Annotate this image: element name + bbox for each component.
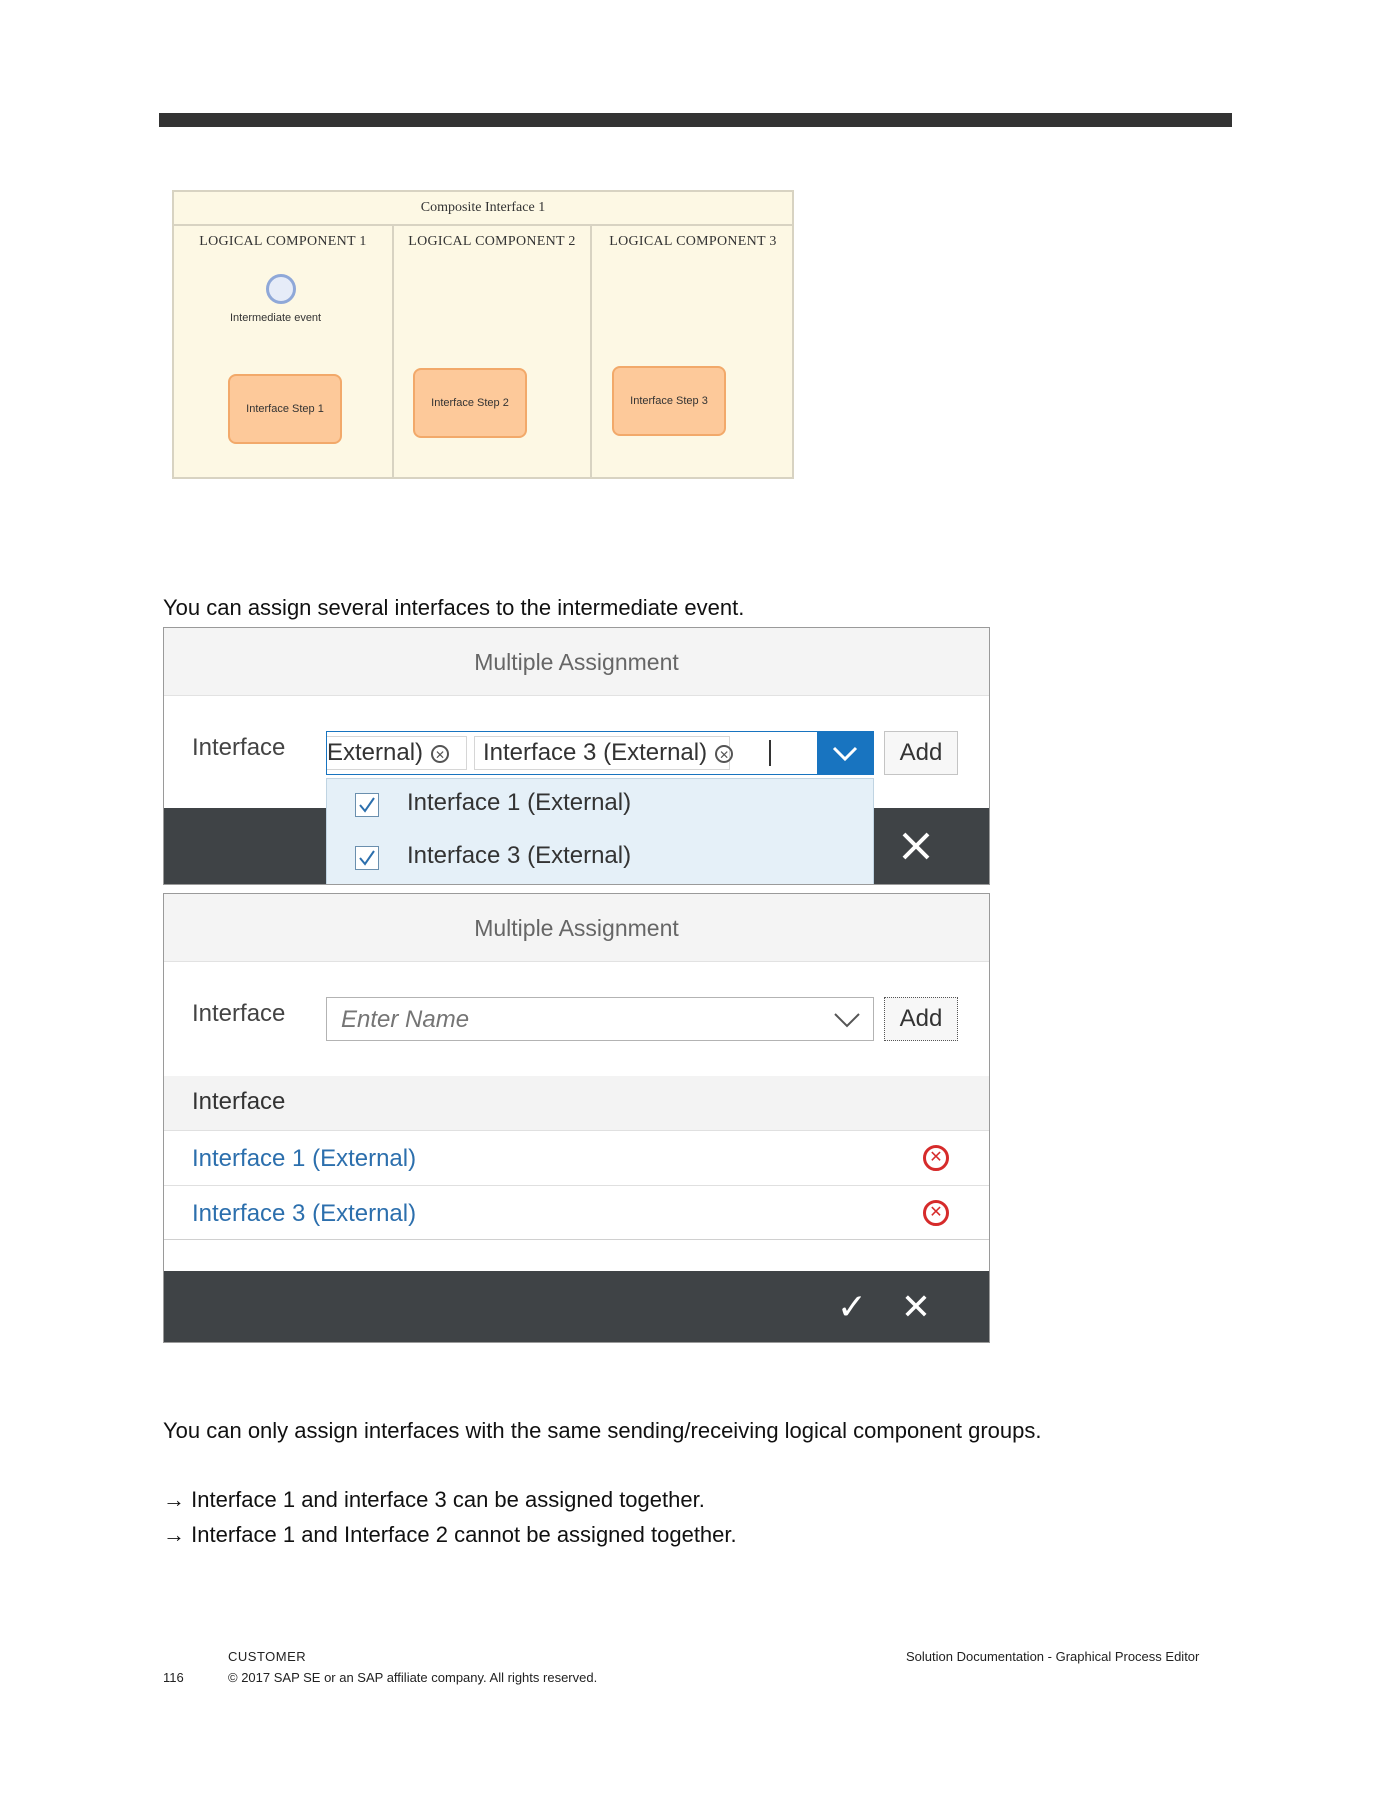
lane-2 bbox=[394, 224, 592, 477]
arrow-icon: → bbox=[163, 1522, 185, 1547]
chevron-down-icon[interactable] bbox=[831, 1006, 863, 1034]
add-button[interactable]: Add bbox=[884, 731, 958, 775]
header-rule bbox=[159, 113, 1232, 127]
option-label: Interface 1 (External) bbox=[407, 789, 632, 816]
list-item[interactable] bbox=[327, 779, 873, 832]
cancel-button[interactable]: ✕ bbox=[900, 1286, 932, 1327]
token-interface-3 bbox=[474, 736, 730, 770]
list-item[interactable] bbox=[327, 832, 873, 885]
checkbox-checked[interactable] bbox=[355, 846, 379, 870]
bullet-text: Interface 1 and Interface 2 cannot be assigned together. bbox=[191, 1522, 737, 1547]
lane-3 bbox=[592, 224, 794, 477]
interface-label: Interface bbox=[192, 1000, 286, 1027]
bullet-text: Interface 1 and interface 3 can be assigned together. bbox=[191, 1487, 705, 1512]
footer-classification: CUSTOMER bbox=[228, 1649, 307, 1664]
add-button[interactable]: Add bbox=[884, 997, 958, 1041]
token-remove-icon[interactable]: ✕ bbox=[431, 745, 449, 763]
checkbox-checked[interactable] bbox=[355, 793, 379, 817]
table-header bbox=[164, 1076, 989, 1130]
dialog-footer bbox=[164, 1271, 989, 1342]
token-remove-icon[interactable]: ✕ bbox=[715, 745, 733, 763]
intermediate-event-icon bbox=[266, 274, 296, 304]
page-number: 116 bbox=[163, 1670, 184, 1685]
footer-copyright: © 2017 SAP SE or an SAP affiliate company. All rights reserved. bbox=[228, 1670, 598, 1685]
bullet-2 bbox=[163, 1522, 737, 1548]
remove-circle-icon[interactable]: ✕ bbox=[923, 1145, 949, 1171]
column-header-interface: Interface bbox=[192, 1088, 286, 1115]
token-interface-1 bbox=[327, 736, 467, 770]
token-label: Interface 3 (External) bbox=[483, 739, 708, 766]
lane-title: LOGICAL COMPONENT 1 bbox=[199, 234, 367, 249]
interface-multi-combo[interactable] bbox=[326, 731, 874, 775]
interface-label: Interface bbox=[192, 734, 286, 761]
bullet-1 bbox=[163, 1487, 705, 1513]
bpmn-figure bbox=[172, 190, 794, 479]
remove-circle-icon[interactable]: ✕ bbox=[923, 1200, 949, 1226]
task-step-3: Interface Step 3 bbox=[612, 366, 726, 436]
table-row bbox=[164, 1185, 989, 1240]
footer-doc-title: Solution Documentation - Graphical Process Editor bbox=[906, 1649, 1200, 1664]
interface-link[interactable]: Interface 3 (External) bbox=[192, 1200, 417, 1227]
rule-paragraph: You can only assign interfaces with the same sending/receiving logical component groups. bbox=[163, 1418, 1042, 1443]
lane-title: LOGICAL COMPONENT 2 bbox=[408, 234, 576, 249]
token-label: External) bbox=[327, 739, 424, 766]
interface-combo[interactable] bbox=[326, 997, 874, 1041]
dialog-title: Multiple Assignment bbox=[164, 628, 989, 696]
close-icon[interactable] bbox=[898, 828, 934, 864]
text-cursor bbox=[769, 740, 771, 766]
dropdown-arrow-button[interactable] bbox=[817, 732, 873, 774]
intro-paragraph: You can assign several interfaces to the intermediate event. bbox=[163, 595, 745, 620]
option-label: Interface 3 (External) bbox=[407, 842, 632, 869]
task-step-2: Interface Step 2 bbox=[413, 368, 527, 438]
table-row bbox=[164, 1130, 989, 1185]
lane-1 bbox=[174, 224, 394, 477]
task-step-1: Interface Step 1 bbox=[228, 374, 342, 444]
pool-title: Composite Interface 1 bbox=[174, 192, 792, 226]
multiple-assignment-dialog-assigned bbox=[163, 893, 990, 1343]
event-label: Intermediate event bbox=[230, 312, 322, 324]
confirm-button[interactable]: ✓ bbox=[836, 1286, 868, 1327]
multiple-assignment-dialog-open bbox=[163, 627, 990, 885]
dialog-title: Multiple Assignment bbox=[164, 894, 989, 962]
dropdown-list bbox=[326, 778, 874, 885]
interface-link[interactable]: Interface 1 (External) bbox=[192, 1145, 417, 1172]
check-icon bbox=[356, 794, 378, 816]
arrow-icon: → bbox=[163, 1487, 185, 1512]
lane-title: LOGICAL COMPONENT 3 bbox=[609, 234, 777, 249]
chevron-down-icon bbox=[817, 732, 873, 774]
interface-name-input[interactable] bbox=[339, 1002, 793, 1038]
check-icon bbox=[356, 847, 378, 869]
